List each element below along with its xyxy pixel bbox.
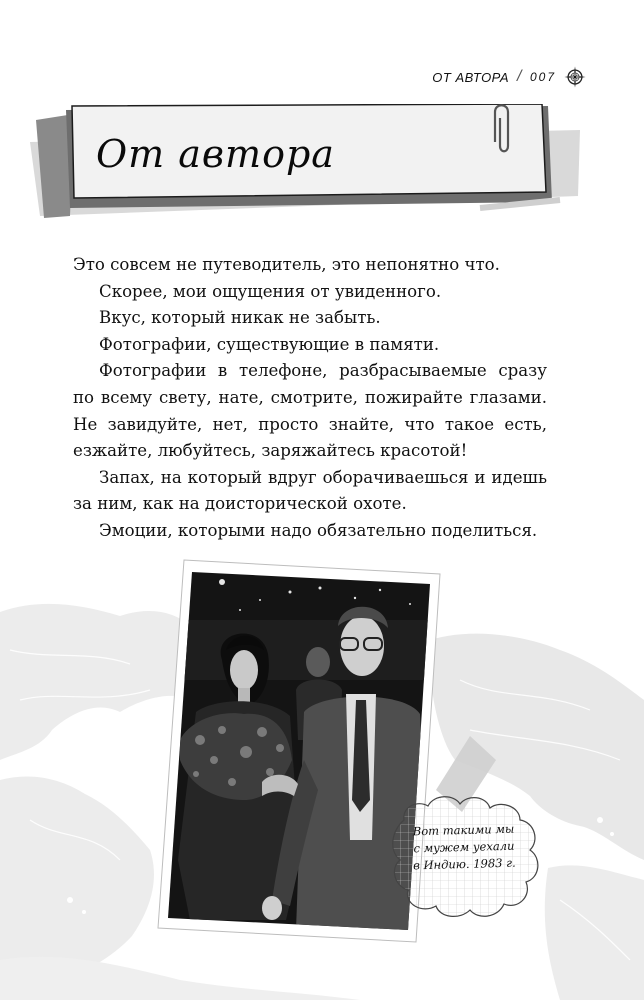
caption-line: Вот такими мы: [412, 821, 515, 839]
caption-line: с мужем уехали: [413, 838, 515, 856]
paragraph: Фотографии в телефоне, разбрасываемые сразу по всему свету, нате, смотрите, пожирайте глазами. Не завидуйте, нет, просто знайте, что такое есть, езжайте, любуйтесь, заряжайтесь красотой!: [73, 361, 547, 461]
chapter-title: От автора: [96, 132, 335, 176]
running-head-section: ОТ АВТОРА: [432, 69, 510, 85]
paragraph: Эмоции, которыми надо обязательно поделиться.: [99, 520, 538, 540]
paragraph: Это совсем не путеводитель, это непонятно что.: [73, 255, 500, 274]
running-head-separator: /: [517, 68, 522, 85]
caption-line: в Индию. 1983 г.: [413, 855, 516, 873]
paragraph: Скорее, мои ощущения от увиденного.: [99, 281, 442, 301]
paragraph: Вкус, который никак не забыть.: [99, 308, 381, 328]
paragraph: Запах, на который вдруг оборачиваешься и идешь за ним, как на доисторической охоте.: [73, 467, 547, 514]
page-number: 007: [529, 70, 556, 84]
photo-caption: [391, 820, 536, 875]
paragraph: Фотографии, существующие в памяти.: [99, 334, 440, 354]
